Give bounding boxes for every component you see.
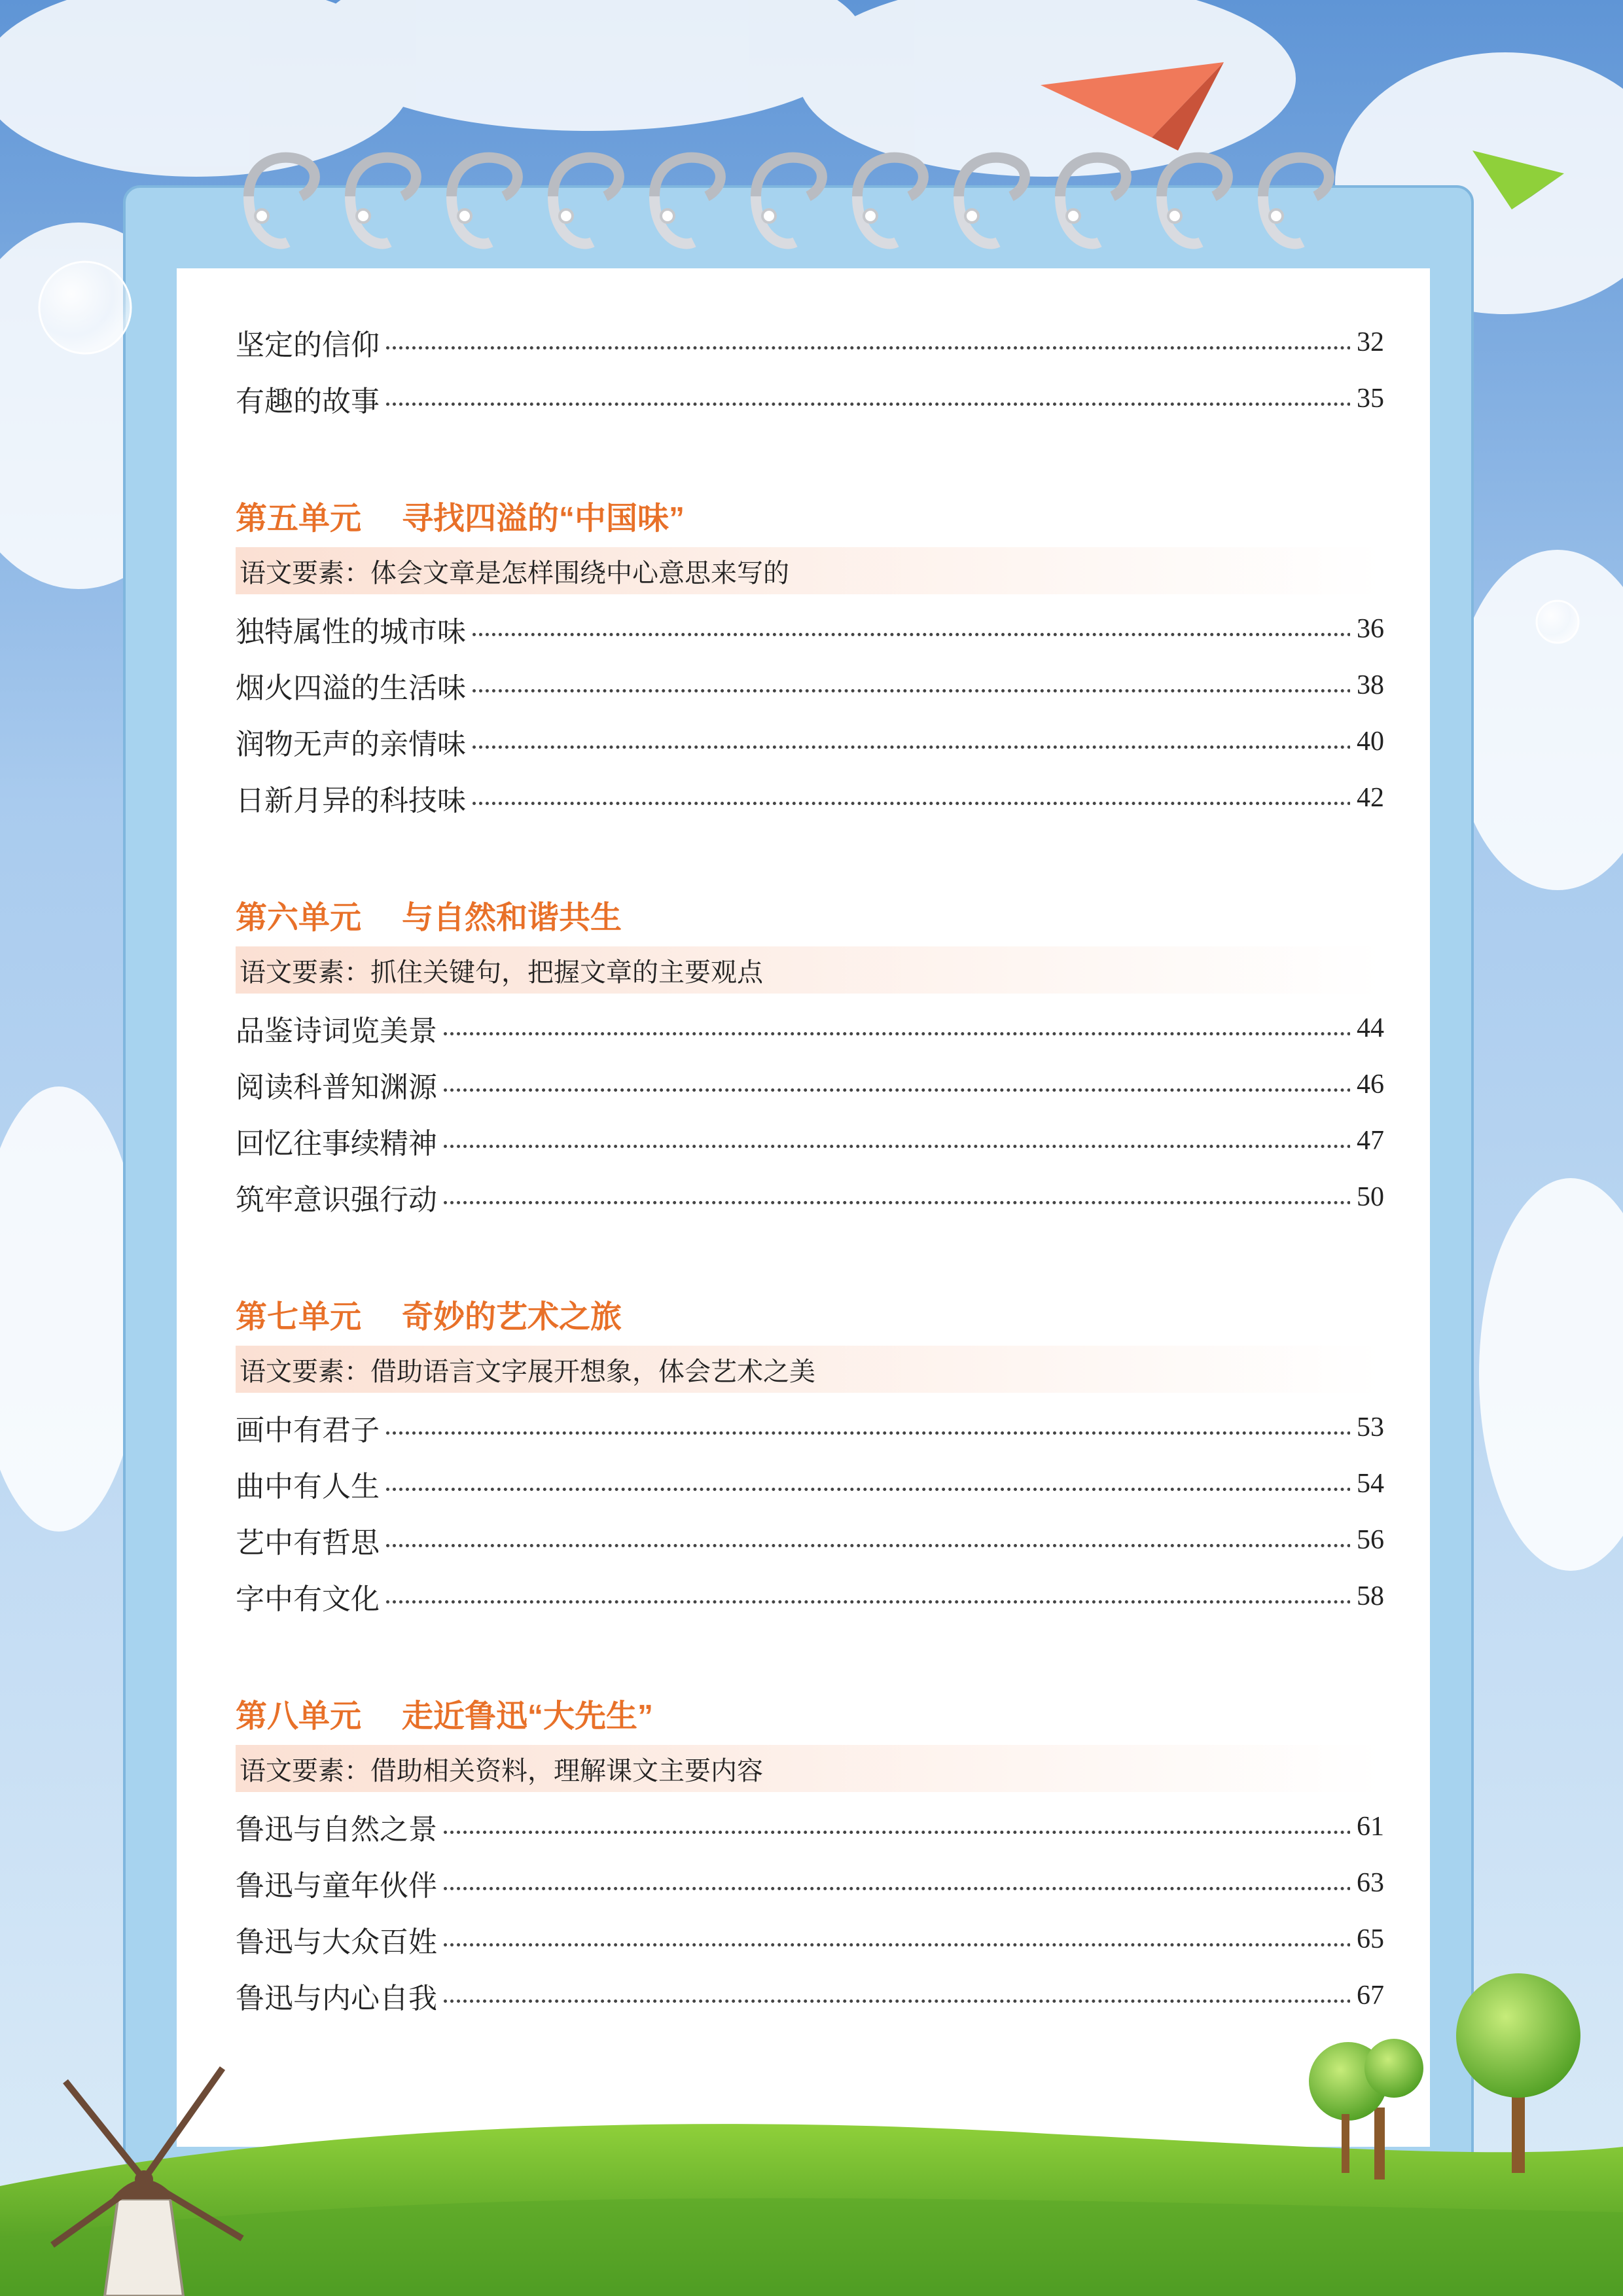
entry-title: 润物无声的亲情味 bbox=[236, 721, 469, 762]
unit-section bbox=[236, 1285, 1384, 1624]
dot-leader bbox=[444, 2000, 1378, 2003]
toc-entry[interactable] bbox=[236, 314, 1384, 370]
dot-leader bbox=[444, 1887, 1378, 1890]
entry-title: 阅读科普知渊源 bbox=[236, 1064, 440, 1105]
entry-title: 烟火四溢的生活味 bbox=[236, 664, 469, 706]
dot-leader bbox=[444, 1201, 1378, 1204]
entry-page-number: 50 bbox=[1350, 1181, 1384, 1213]
entry-page-number: 36 bbox=[1350, 613, 1384, 645]
dot-leader bbox=[473, 689, 1378, 692]
entry-page-number: 58 bbox=[1350, 1581, 1384, 1612]
toc-entry[interactable] bbox=[236, 1855, 1384, 1911]
entry-page-number: 40 bbox=[1350, 726, 1384, 757]
dot-leader bbox=[473, 745, 1378, 749]
entry-page-number: 35 bbox=[1350, 383, 1384, 414]
dot-leader bbox=[386, 1600, 1378, 1604]
table-of-contents bbox=[236, 314, 1384, 2024]
entry-title: 鲁迅与大众百姓 bbox=[236, 1918, 440, 1960]
entry-title: 画中有君子 bbox=[236, 1407, 382, 1448]
dot-leader bbox=[386, 1488, 1378, 1491]
entry-title: 曲中有人生 bbox=[236, 1463, 382, 1505]
toc-entry[interactable] bbox=[236, 1568, 1384, 1624]
language-element-bar: 语文要素：抓住关键句，把握文章的主要观点 bbox=[236, 946, 1384, 994]
entry-title: 字中有文化 bbox=[236, 1575, 382, 1617]
unit-heading[interactable] bbox=[236, 1685, 1384, 1741]
entry-page-number: 46 bbox=[1350, 1069, 1384, 1100]
toc-entry[interactable] bbox=[236, 1399, 1384, 1456]
entry-page-number: 63 bbox=[1350, 1867, 1384, 1899]
entry-title: 筑牢意识强行动 bbox=[236, 1176, 440, 1218]
dot-leader bbox=[444, 1032, 1378, 1035]
toc-entry[interactable] bbox=[236, 1967, 1384, 2024]
entry-title: 鲁迅与内心自我 bbox=[236, 1975, 440, 2017]
entry-page-number: 67 bbox=[1350, 1980, 1384, 2011]
entry-title: 鲁迅与童年伙伴 bbox=[236, 1862, 440, 1904]
dot-leader bbox=[444, 1831, 1378, 1834]
toc-entry[interactable] bbox=[236, 1799, 1384, 1855]
entry-title: 日新月异的科技味 bbox=[236, 777, 469, 819]
entry-page-number: 32 bbox=[1350, 327, 1384, 358]
entry-page-number: 53 bbox=[1350, 1412, 1384, 1443]
entry-page-number: 38 bbox=[1350, 670, 1384, 701]
unit-section bbox=[236, 487, 1384, 826]
unit-name: 寻找四溢的“中国味” bbox=[402, 501, 685, 536]
entry-page-number: 42 bbox=[1350, 782, 1384, 814]
unit-heading[interactable] bbox=[236, 886, 1384, 942]
top-entries bbox=[236, 314, 1384, 427]
unit-name: 奇妙的艺术之旅 bbox=[402, 1299, 622, 1335]
entry-page-number: 44 bbox=[1350, 1013, 1384, 1044]
toc-entry[interactable] bbox=[236, 657, 1384, 713]
toc-entry[interactable] bbox=[236, 1169, 1384, 1225]
dot-leader bbox=[386, 403, 1378, 406]
toc-entry[interactable] bbox=[236, 1911, 1384, 1967]
toc-entry[interactable] bbox=[236, 1456, 1384, 1512]
entry-title: 品鉴诗词览美景 bbox=[236, 1007, 440, 1049]
toc-entry[interactable] bbox=[236, 1056, 1384, 1113]
entry-title: 独特属性的城市味 bbox=[236, 608, 469, 650]
entry-title: 回忆往事续精神 bbox=[236, 1120, 440, 1162]
unit-label: 第六单元 bbox=[236, 900, 362, 935]
dot-leader bbox=[444, 1088, 1378, 1092]
entry-title: 坚定的信仰 bbox=[236, 321, 382, 363]
unit-label: 第五单元 bbox=[236, 501, 362, 536]
dot-leader bbox=[386, 1544, 1378, 1547]
unit-name: 与自然和谐共生 bbox=[402, 900, 622, 935]
toc-entry[interactable] bbox=[236, 1113, 1384, 1169]
entry-page-number: 54 bbox=[1350, 1468, 1384, 1499]
dot-leader bbox=[444, 1943, 1378, 1946]
toc-entry[interactable] bbox=[236, 770, 1384, 826]
entry-page-number: 65 bbox=[1350, 1924, 1384, 1955]
unit-heading[interactable] bbox=[236, 487, 1384, 543]
toc-entry[interactable] bbox=[236, 713, 1384, 770]
dot-leader bbox=[473, 802, 1378, 805]
toc-entry[interactable] bbox=[236, 370, 1384, 427]
dot-leader bbox=[386, 346, 1378, 350]
dot-leader bbox=[473, 633, 1378, 636]
entry-page-number: 56 bbox=[1350, 1524, 1384, 1556]
unit-name: 走近鲁迅“大先生” bbox=[402, 1698, 654, 1734]
language-element-bar: 语文要素：借助相关资料，理解课文主要内容 bbox=[236, 1745, 1384, 1792]
language-element-bar: 语文要素：借助语言文字展开想象，体会艺术之美 bbox=[236, 1346, 1384, 1393]
entry-title: 鲁迅与自然之景 bbox=[236, 1806, 440, 1848]
dot-leader bbox=[444, 1145, 1378, 1148]
language-element-bar: 语文要素：体会文章是怎样围绕中心意思来写的 bbox=[236, 547, 1384, 594]
unit-heading[interactable] bbox=[236, 1285, 1384, 1342]
unit-label: 第八单元 bbox=[236, 1698, 362, 1734]
dot-leader bbox=[386, 1431, 1378, 1435]
entry-page-number: 47 bbox=[1350, 1125, 1384, 1157]
entry-title: 有趣的故事 bbox=[236, 378, 382, 420]
unit-label: 第七单元 bbox=[236, 1299, 362, 1335]
toc-entry[interactable] bbox=[236, 1512, 1384, 1568]
toc-entry[interactable] bbox=[236, 1000, 1384, 1056]
entry-page-number: 61 bbox=[1350, 1811, 1384, 1842]
unit-section bbox=[236, 886, 1384, 1225]
entry-title: 艺中有哲思 bbox=[236, 1519, 382, 1561]
unit-section bbox=[236, 1685, 1384, 2024]
toc-entry[interactable] bbox=[236, 601, 1384, 657]
